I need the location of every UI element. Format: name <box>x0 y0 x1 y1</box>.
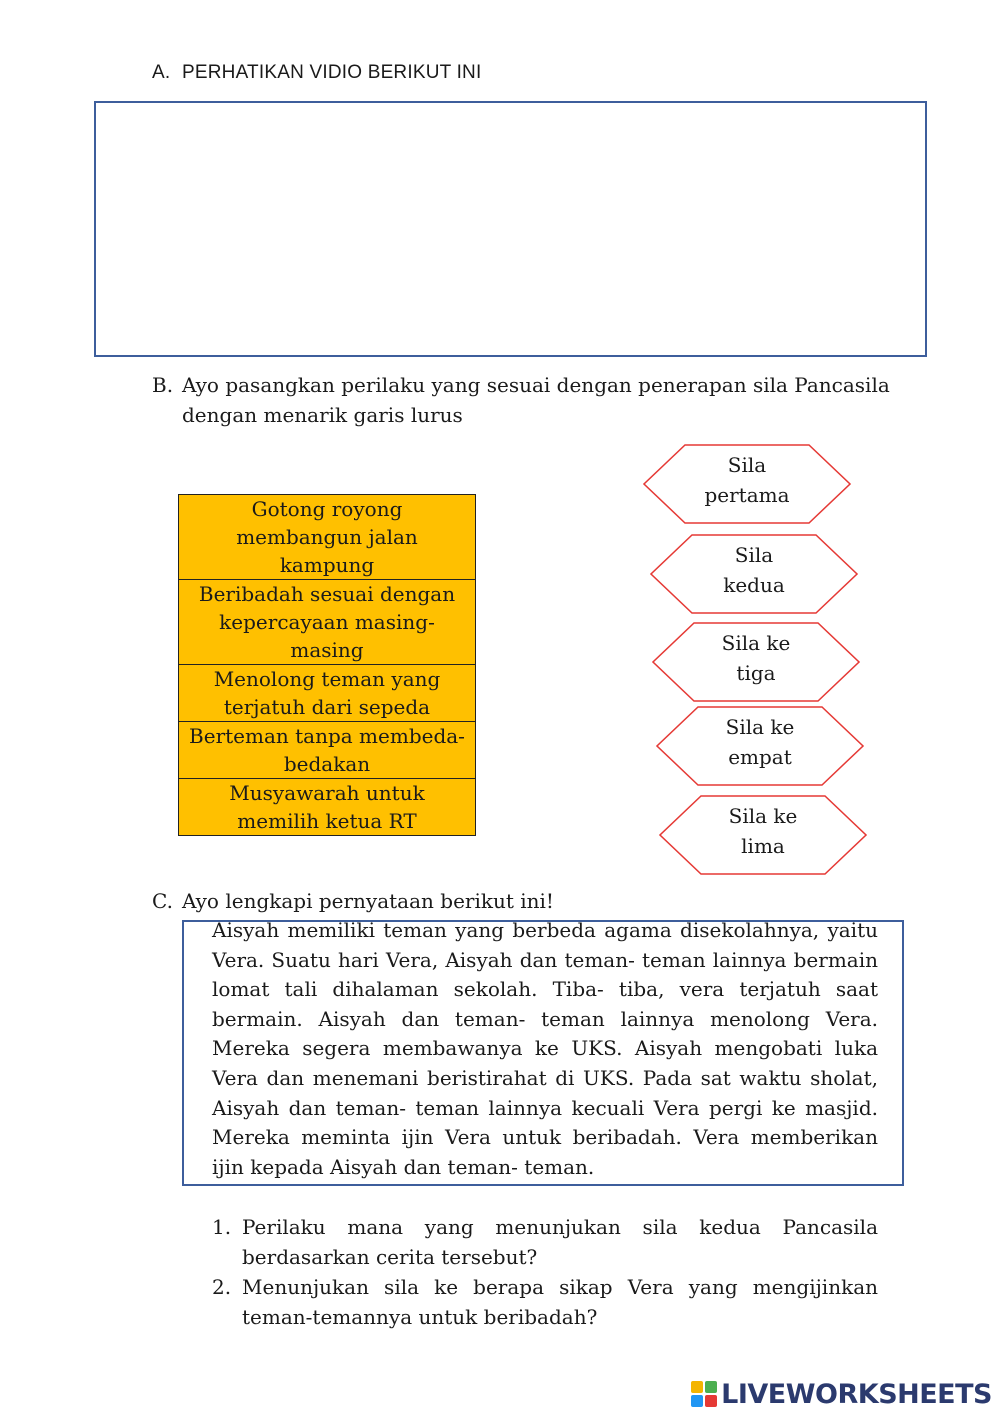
sila-label-line2: kedua <box>723 573 785 597</box>
liveworksheets-logo-icon <box>691 1381 717 1407</box>
sila-label <box>650 540 858 600</box>
sila-label-line2: tiga <box>736 661 776 685</box>
behavior-text: Musyawarah untuk memilih ketua RT <box>229 781 425 833</box>
section-a-letter: A. <box>152 62 171 83</box>
section-b-letter: B. <box>152 373 174 397</box>
sila-hexagon[interactable] <box>650 534 858 614</box>
behavior-text: Beribadah sesuai dengan kepercayaan masing-masing <box>198 582 456 662</box>
section-c-title: Ayo lengkapi pernyataan berikut ini! <box>182 889 554 913</box>
logo-square <box>705 1395 717 1407</box>
behavior-cell[interactable] <box>179 580 476 665</box>
logo-square <box>705 1381 717 1393</box>
sila-hexagon[interactable] <box>659 795 867 875</box>
question-number: 2. <box>212 1275 232 1299</box>
section-b-heading <box>152 370 912 432</box>
question-item <box>212 1212 878 1272</box>
section-b-title-line1: Ayo pasangkan perilaku yang sesuai dengan penerapan sila Pancasila <box>182 373 890 397</box>
question-list <box>212 1212 878 1332</box>
question-number: 1. <box>212 1215 232 1239</box>
section-b-title-line2: dengan menarik garis lurus <box>182 403 463 427</box>
behavior-cell[interactable] <box>179 665 476 722</box>
behavior-cell[interactable] <box>179 495 476 580</box>
behavior-cell[interactable] <box>179 722 476 779</box>
story-box <box>182 920 904 1186</box>
behavior-table <box>178 494 476 836</box>
sila-label-line1: Sila ke <box>721 631 791 655</box>
sila-label-line1: Sila <box>727 453 767 477</box>
behavior-row <box>179 779 476 836</box>
story-text: Aisyah memiliki teman yang berbeda agama disekolahnya, yaitu Vera. Suatu hari Vera, Aisyah dan teman- teman lainnya bermain lomat tali dihalaman sekolah. Tiba- tiba, vera terjatuh saat bermain. Aisyah dan teman- teman lainnya menolong Vera. Mereka segera membawanya ke UKS. Aisyah mengobati luka Vera dan menemani beristirahat di UKS. Pada sat waktu sholat, Aisyah dan teman- teman lainnya kecuali Vera pergi ke masjid. Mereka meminta ijin Vera untuk beribadah. Vera memberikan ijin kepada Aisyah dan teman- teman. <box>212 918 878 1179</box>
behavior-text: Gotong royong membangun jalan kampung <box>236 497 418 577</box>
behavior-row <box>179 722 476 779</box>
video-frame[interactable] <box>94 101 927 357</box>
sila-label-line1: Sila ke <box>725 715 795 739</box>
sila-hexagon[interactable] <box>652 622 860 702</box>
sila-label-line2: lima <box>741 834 785 858</box>
question-item <box>212 1272 878 1332</box>
behavior-row <box>179 665 476 722</box>
behavior-text: Berteman tanpa membeda-bedakan <box>189 724 465 776</box>
sila-label-line2: empat <box>728 745 792 769</box>
behavior-row <box>179 495 476 580</box>
section-a-title: PERHATIKAN VIDIO BERIKUT INI <box>182 62 482 83</box>
section-c-letter: C. <box>152 889 173 913</box>
question-text: Menunjukan sila ke berapa sikap Vera yang mengijinkan teman-temannya untuk beribadah? <box>242 1275 878 1329</box>
sila-label-line2: pertama <box>704 483 790 507</box>
sila-label <box>643 450 851 510</box>
logo-square <box>691 1395 703 1407</box>
section-a-heading <box>152 62 481 84</box>
sila-label <box>652 628 860 688</box>
sila-label-line1: Sila ke <box>728 804 798 828</box>
behavior-row <box>179 580 476 665</box>
question-text: Perilaku mana yang menunjukan sila kedua Pancasila berdasarkan cerita tersebut? <box>242 1215 878 1269</box>
behavior-cell[interactable] <box>179 779 476 836</box>
section-c-heading <box>152 886 912 916</box>
brand-name: LIVEWORKSHEETS <box>721 1378 992 1410</box>
liveworksheets-brand[interactable] <box>691 1376 992 1412</box>
sila-hexagon[interactable] <box>656 706 864 786</box>
sila-label <box>659 801 867 861</box>
sila-label <box>656 712 864 772</box>
sila-hexagon[interactable] <box>643 444 851 524</box>
sila-label-line1: Sila <box>734 543 774 567</box>
section-b-title <box>182 370 890 430</box>
logo-square <box>691 1381 703 1393</box>
behavior-text: Menolong teman yang terjatuh dari sepeda <box>213 667 441 719</box>
